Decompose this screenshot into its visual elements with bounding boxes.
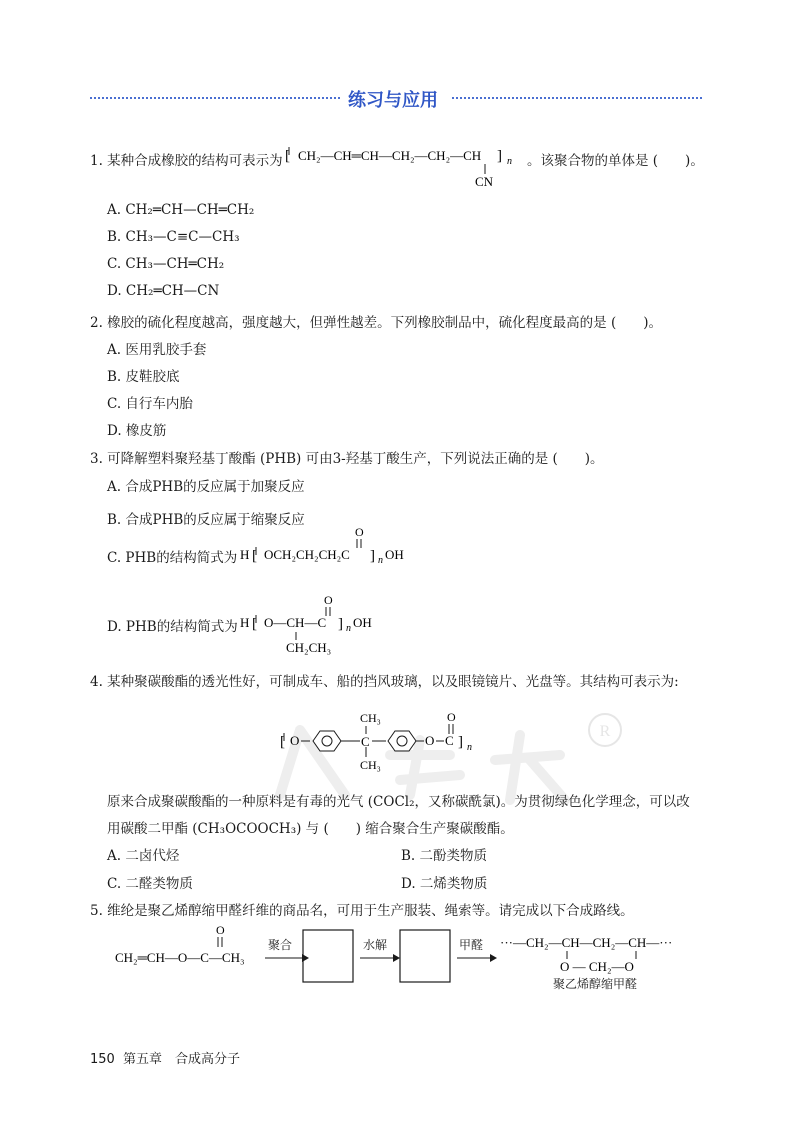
q3-option-c[interactable]: C. PHB的结构简式为 <box>107 550 238 566</box>
svg-text:n: n <box>346 623 351 634</box>
svg-text:]: ] <box>458 734 463 750</box>
q1-option-b[interactable]: B. CH₃—C≡C—CH₃ <box>107 229 240 245</box>
svg-text:R: R <box>599 723 611 740</box>
q3-option-d[interactable]: D. PHB的结构简式为 <box>107 619 238 635</box>
page-footer <box>90 1048 240 1067</box>
q1-polymer-structure <box>285 142 520 192</box>
svg-text:[: [ <box>252 548 257 564</box>
svg-text:[: [ <box>280 734 285 750</box>
svg-text:O: O <box>425 733 435 748</box>
svg-text:O—CH—C: O—CH—C <box>264 615 327 630</box>
svg-text:n: n <box>467 742 472 753</box>
svg-text:H: H <box>240 615 250 630</box>
q2-option-d[interactable]: D. 橡皮筋 <box>107 423 167 439</box>
svg-text:O — CH₂—O: O — CH₂—O <box>560 959 634 974</box>
q2-stem: 2. 橡胶的硫化程度越高，强度越大，但弹性越差。下列橡胶制品中，硫化程度最高的是 ( )。 <box>90 315 662 331</box>
page-number: 150 <box>90 1052 115 1067</box>
svg-text:CH₂CH₃: CH₂CH₃ <box>286 640 332 655</box>
q1-option-a[interactable]: A. CH₂═CH—CH═CH₂ <box>107 202 255 218</box>
svg-text:n: n <box>507 156 512 167</box>
q4-option-b[interactable]: B. 二酚类物质 <box>401 848 488 864</box>
svg-text:CH₃: CH₃ <box>360 758 381 772</box>
svg-text:OH: OH <box>385 547 404 562</box>
q4-option-a[interactable]: A. 二卤代烃 <box>107 848 180 864</box>
q5-arrow3-label: 甲醛 <box>459 938 484 952</box>
svg-text:O: O <box>355 525 364 539</box>
q5-stem: 5. 维纶是聚乙烯醇缩甲醛纤维的商品名，可用于生产服装、绳索等。请完成以下合成路线。 <box>90 903 634 919</box>
q3-option-c-formula <box>240 524 410 569</box>
q5-product-label: 聚乙烯醇缩甲醛 <box>553 977 638 991</box>
svg-text:CH₃: CH₃ <box>360 711 381 725</box>
q4-option-c[interactable]: C. 二醛类物质 <box>107 876 193 892</box>
q5-arrow1-label: 聚合 <box>268 938 293 952</box>
q1-option-c[interactable]: C. CH₃—CH═CH₂ <box>107 256 225 272</box>
q3-stem: 3. 可降解塑料聚羟基丁酸酯 (PHB) 可由3-羟基丁酸生产，下列说法正确的是 ( )。 <box>90 451 604 467</box>
svg-text:OH: OH <box>353 615 372 630</box>
q4-text-line2: 用碳酸二甲酯 (CH₃OCOOCH₃) 与 ( ) 缩合聚合生产聚碳酸酯。 <box>107 821 514 837</box>
q3-option-a[interactable]: A. 合成PHB的反应属于加聚反应 <box>107 479 305 495</box>
svg-text:O: O <box>216 923 225 937</box>
header-dotted-line-right <box>452 97 702 99</box>
q2-option-b[interactable]: B. 皮鞋胶底 <box>107 369 180 385</box>
q1-stem-prefix: 1. 某种合成橡胶的结构可表示为 <box>90 153 283 169</box>
svg-text:CH₂═CH—O—C—CH₃: CH₂═CH—O—C—CH₃ <box>115 950 245 965</box>
q4-text-line1: 原来合成聚碳酸酯的一种原料是有毒的光气 (COCl₂，又称碳酰氯)。为贯彻绿色化学理念，可以改 <box>107 794 690 810</box>
svg-text:···—CH₂—CH—CH₂—CH—···: ···—CH₂—CH—CH₂—CH—··· <box>500 935 673 950</box>
svg-text:CH₂—CH═CH—CH₂—CH₂—CH: CH₂—CH═CH—CH₂—CH₂—CH <box>298 148 482 163</box>
svg-text:OCH₂CH₂CH₂C: OCH₂CH₂CH₂C <box>264 547 350 562</box>
q2-option-a[interactable]: A. 医用乳胶手套 <box>107 342 207 358</box>
section-title: 练习与应用 <box>348 90 438 111</box>
q3-option-d-formula <box>240 592 390 658</box>
svg-text:H: H <box>240 547 250 562</box>
q3-option-b[interactable]: B. 合成PHB的反应属于缩聚反应 <box>107 512 305 528</box>
q2-option-c[interactable]: C. 自行车内胎 <box>107 396 193 412</box>
q4-polycarbonate-structure <box>280 707 480 775</box>
svg-text:]: ] <box>370 548 375 564</box>
svg-text:CN: CN <box>475 174 494 189</box>
svg-text:n: n <box>378 555 383 566</box>
blank-box-2 <box>400 930 450 982</box>
svg-text:O: O <box>447 710 456 724</box>
q5-arrow2-label: 水解 <box>363 938 388 952</box>
svg-text:]: ] <box>497 148 502 164</box>
header-dotted-line-left <box>90 97 340 99</box>
svg-text:O: O <box>290 733 300 748</box>
q4-option-d[interactable]: D. 二烯类物质 <box>401 876 488 892</box>
q1-option-d[interactable]: D. CH₂═CH—CN <box>107 283 220 299</box>
blank-box-1 <box>303 930 353 982</box>
svg-text:O: O <box>324 593 333 607</box>
q4-stem: 4. 某种聚碳酸酯的透光性好，可制成车、船的挡风玻璃，以及眼镜镜片、光盘等。其结构可表示为: <box>90 674 679 690</box>
svg-text:[: [ <box>252 616 257 632</box>
svg-text:]: ] <box>338 616 343 632</box>
svg-text:[: [ <box>285 148 290 164</box>
svg-text:C: C <box>445 733 454 748</box>
svg-text:C: C <box>361 734 370 749</box>
chapter-title: 第五章 合成高分子 <box>122 1052 240 1067</box>
q1-stem-suffix: 。该聚合物的单体是 ( )。 <box>527 153 704 169</box>
